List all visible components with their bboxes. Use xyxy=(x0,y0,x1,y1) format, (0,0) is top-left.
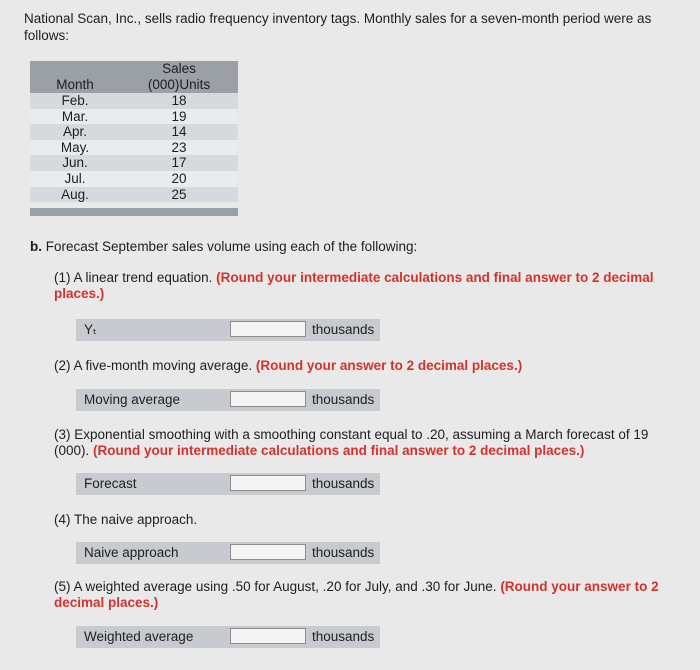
table-footer-bar xyxy=(30,208,238,216)
unit-label: thousands xyxy=(312,476,375,491)
table-row xyxy=(30,93,238,109)
linear-trend-input[interactable] xyxy=(230,321,306,337)
question-2 xyxy=(54,358,674,374)
question-text: The naive approach. xyxy=(74,512,198,527)
col-header-sales-line1: Sales xyxy=(162,61,196,76)
answer-row-weighted-average xyxy=(76,626,380,648)
cell-sales: 17 xyxy=(171,155,187,171)
question-text: A five-month moving average. xyxy=(73,358,253,373)
part-b-heading xyxy=(30,239,417,254)
rounding-note: (Round your intermediate calculations and final answer to 2 decimal places.) xyxy=(54,270,654,301)
cell-month: Jul. xyxy=(64,170,86,186)
rounding-note: (Round your answer to 2 decimal places.) xyxy=(54,579,659,610)
answer-label: Forecast xyxy=(84,476,137,491)
problem-intro: National Scan, Inc., sells radio frequency inventory tags. Monthly sales for a seven-month period were as follows: xyxy=(24,11,652,43)
question-1 xyxy=(54,270,674,302)
cell-sales: 25 xyxy=(171,186,187,202)
question-4 xyxy=(54,512,674,528)
rounding-note: (Round your intermediate calculations and final answer to 2 decimal places.) xyxy=(93,443,585,458)
question-text: A weighted average using .50 for August, .20 for July, and .30 for June. xyxy=(73,579,497,594)
cell-month: Mar. xyxy=(61,108,89,124)
cell-sales: 20 xyxy=(171,170,187,186)
col-header-sales xyxy=(120,61,238,93)
cell-sales: 14 xyxy=(171,124,187,140)
question-text: Exponential smoothing with a smoothing constant equal to .20, assuming a March forecast of 19 (000). xyxy=(54,427,649,458)
table-row xyxy=(30,124,238,140)
cell-sales: 18 xyxy=(171,93,187,108)
table-row xyxy=(30,109,238,125)
table-row xyxy=(30,140,238,156)
col-header-sales-line2: (000)Units xyxy=(147,77,211,92)
table-row xyxy=(30,187,238,203)
table-body xyxy=(30,93,238,202)
cell-month: Feb. xyxy=(61,93,89,108)
unit-label: thousands xyxy=(312,322,375,337)
weighted-average-input[interactable] xyxy=(230,628,306,644)
rounding-note: (Round your answer to 2 decimal places.) xyxy=(255,358,523,373)
part-b-text: Forecast September sales volume using each of the following: xyxy=(45,239,418,254)
cell-month: Aug. xyxy=(61,186,89,202)
answer-row-naive-approach xyxy=(76,542,380,564)
col-header-month: Month xyxy=(56,77,94,92)
question-number: (5) xyxy=(54,579,71,594)
unit-label: thousands xyxy=(312,392,375,407)
cell-month: May. xyxy=(60,139,90,155)
answer-row-linear-trend xyxy=(76,319,380,341)
cell-month: Jun. xyxy=(62,155,88,171)
unit-label: thousands xyxy=(312,545,375,560)
question-text: A linear trend equation. xyxy=(73,270,213,285)
answer-label: Moving average xyxy=(84,392,181,407)
table-row xyxy=(30,171,238,187)
cell-month: Apr. xyxy=(62,124,87,140)
answer-label: Weighted average xyxy=(84,629,194,644)
answer-label: Naive approach xyxy=(84,545,179,560)
question-5 xyxy=(54,579,674,611)
question-number: (2) xyxy=(54,358,71,373)
question-number: (1) xyxy=(54,270,71,285)
answer-row-exponential-smoothing xyxy=(76,473,380,495)
table-header xyxy=(30,61,238,93)
cell-sales: 23 xyxy=(171,139,187,155)
question-3 xyxy=(54,427,674,459)
forecast-input[interactable] xyxy=(230,475,306,491)
question-number: (3) xyxy=(54,427,71,442)
sales-table xyxy=(30,61,238,216)
question-number: (4) xyxy=(54,512,71,527)
answer-row-moving-average xyxy=(76,389,380,411)
part-b-label: b. xyxy=(30,239,42,254)
answer-label: Yₜ xyxy=(84,322,97,337)
unit-label: thousands xyxy=(312,629,375,644)
cell-sales: 19 xyxy=(171,108,187,124)
naive-approach-input[interactable] xyxy=(230,544,306,560)
moving-average-input[interactable] xyxy=(230,391,306,407)
table-row xyxy=(30,155,238,171)
